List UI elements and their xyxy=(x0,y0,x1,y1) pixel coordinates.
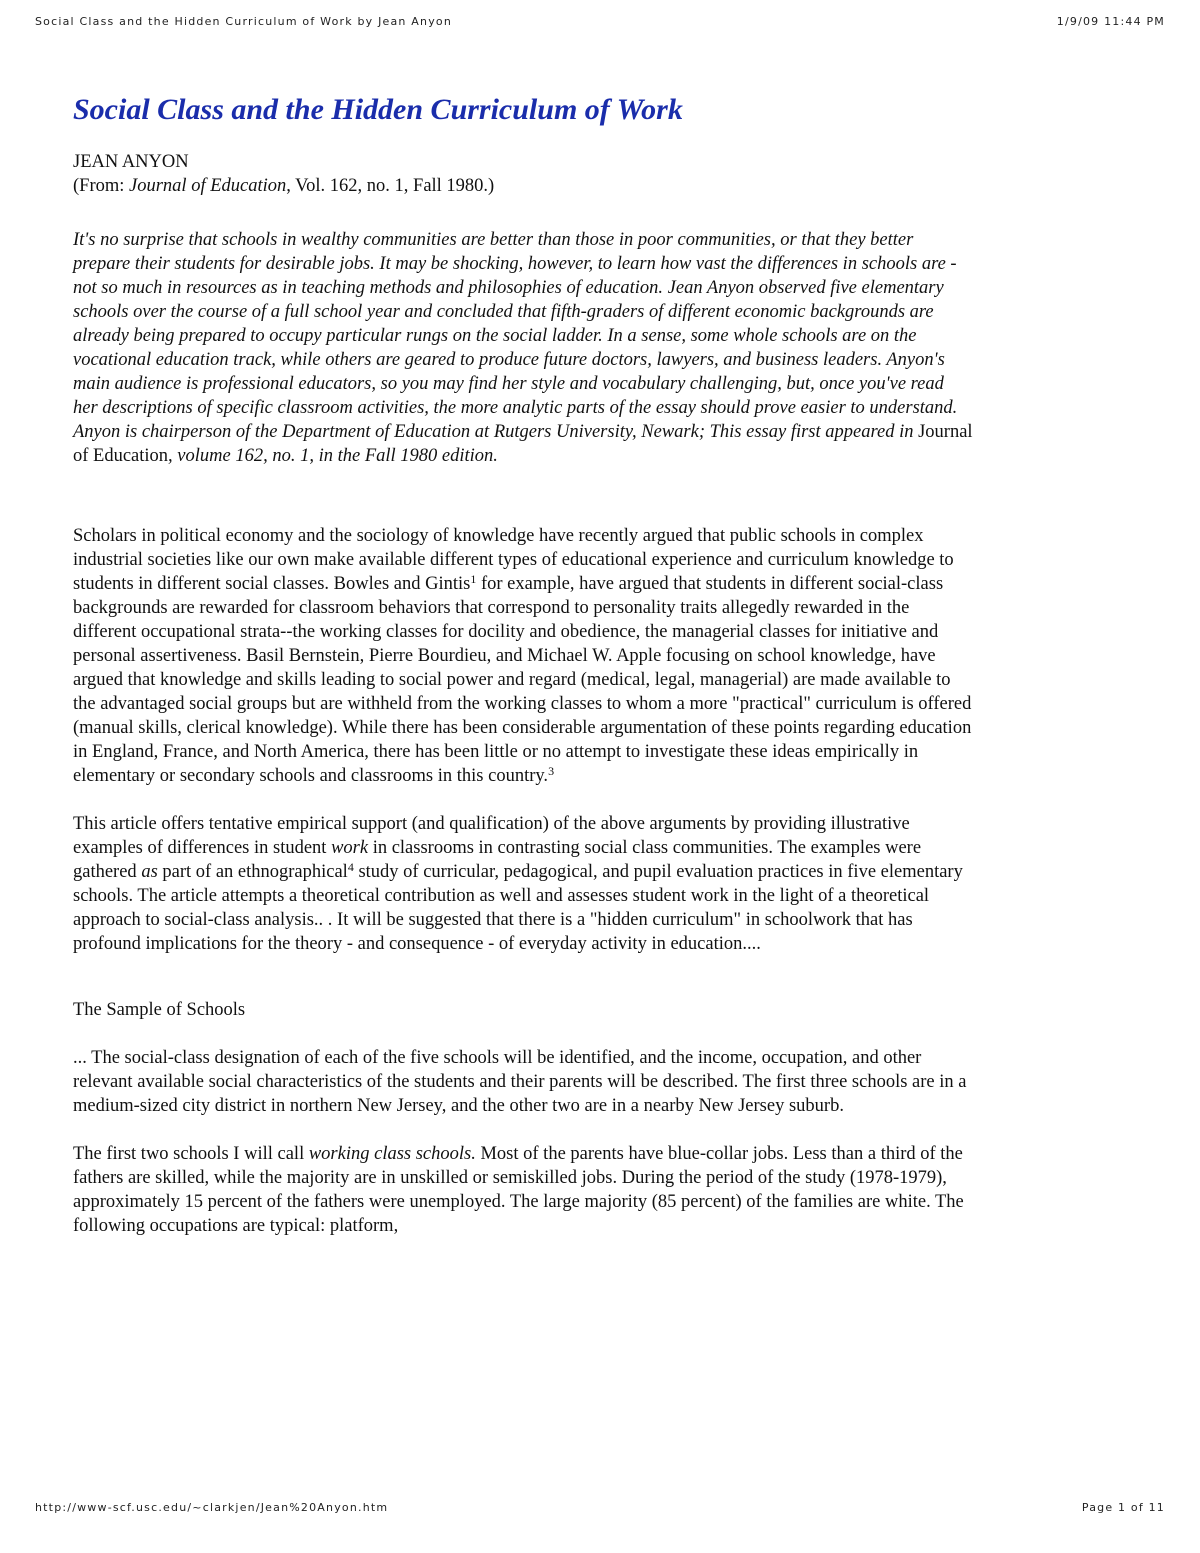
para1-text-b: for example, have argued that students in different social-class backgrounds are rewarded for classroom behaviors that correspond to personality traits allegedly rewarded in the different occupational strata--the working classes for docility and obedience, the managerial classes for initiative and personal assertiveness. Basil Bernstein, Pierre Bourdieu, and Michael W. Apple focusing on school knowledge, have argued that knowledge and skills leading to social power and regard (medical, legal, managerial) are made available to the advantaged social groups but are withheld from the working classes to whom a more "practical" curriculum is offered (manual skills, clerical knowledge). While there has been considerable argumentation of these points regarding education in England, France, and North America, there has been little or no attempt to investigate these ideas empirically in elementary or secondary schools and classrooms in this country. xyxy=(73,574,972,786)
print-header-datetime: 1/9/09 11:44 PM xyxy=(1056,15,1165,28)
section-heading: The Sample of Schools xyxy=(73,1000,246,1020)
para4-emphasis: working class schools. xyxy=(308,1144,476,1164)
para2-text-c: part of an ethnographical xyxy=(157,862,348,882)
source-journal: Journal of Education xyxy=(129,176,287,196)
intro-text: It's no surprise that schools in wealthy communities are better than those in poor communities, or that they better prepare their students for desirable jobs. It may be shocking, however, to learn how vast the differences in schools are - not so much in resources as in teaching methods and philosophies of education. Jean Anyon observed five elementary schools over the course of a full school year and concluded that fifth-graders of different economic backgrounds are already being prepared to occupy particular rungs on the social ladder. In a sense, some whole schools are on the vocational education track, while others are geared to produce future doctors, lawyers, and business leaders. Anyon's main audience is professional educators, so you may find her style and vocabulary challenging, but, once you've read her descriptions of specific classroom activities, the more analytic parts of the essay should prove easier to understand. Anyon is chairperson of the Department of Education at Rutgers University, Newark; This essay first appeared in xyxy=(73,230,958,442)
para2-text-b: in classrooms in contrasting social class communities. The examples were gathered xyxy=(73,838,922,882)
para2-text-a: This article offers tentative empirical support (and qualification) of the above arguments by providing illustrative examples of differences in student xyxy=(73,814,910,858)
article-title: Social Class and the Hidden Curriculum of Work xyxy=(73,93,683,126)
body-paragraph-4 xyxy=(73,1142,973,1238)
print-footer-page-number: Page 1 of 11 xyxy=(1081,1501,1165,1514)
body-paragraph-2 xyxy=(73,812,973,956)
article xyxy=(73,90,973,1238)
intro-tail: , volume 162, no. 1, in the Fall 1980 edition. xyxy=(168,446,498,466)
body-paragraph-1 xyxy=(73,524,973,788)
footnote-ref-4: 4 xyxy=(347,860,354,874)
print-header-title: Social Class and the Hidden Curriculum of Work by Jean Anyon xyxy=(35,15,453,28)
para2-emphasis-as: as xyxy=(141,862,158,882)
print-footer xyxy=(35,1501,1165,1514)
para4-text-b: Most of the parents have blue-collar jobs. Less than a third of the fathers are skilled, while the majority are in unskilled or semiskilled jobs. During the period of the study (1978-1979), approximately 15 percent of the fathers were unemployed. The large majority (85 percent) of the families are white. The following occupations are typical: platform, xyxy=(73,1144,964,1236)
source-prefix: (From: xyxy=(73,176,130,196)
article-source xyxy=(73,174,973,198)
article-introduction xyxy=(73,228,973,468)
footnote-ref-1: 1 xyxy=(470,572,477,586)
print-header xyxy=(35,15,1165,28)
intro-journal: Journal of Education xyxy=(73,422,973,466)
source-suffix: , Vol. 162, no. 1, Fall 1980.) xyxy=(286,176,495,196)
para1-text-a: Scholars in political economy and the sociology of knowledge have recently argued that public schools in complex industrial societies like our own make available different types of educational experience and curriculum knowledge to students in different social classes. Bowles and Gintis xyxy=(73,526,954,594)
footnote-ref-3: 3 xyxy=(548,764,555,778)
para2-emphasis-work: work xyxy=(331,838,369,858)
body-paragraph-3: ... The social-class designation of each of the five schools will be identified, and the income, occupation, and other relevant available social characteristics of the students and their parents will be described. The first three schools are in a medium-sized city district in northern New Jersey, and the other two are in a nearby New Jersey suburb. xyxy=(73,1048,967,1116)
print-footer-url: http://www-scf.usc.edu/~clarkjen/Jean%20Anyon.htm xyxy=(35,1501,389,1514)
article-author: JEAN ANYON xyxy=(73,152,189,172)
para2-text-d: study of curricular, pedagogical, and pupil evaluation practices in five elementary schools. The article attempts a theoretical contribution as well and assesses student work in the light of a theoretical approach to social-class analysis.. . It will be suggested that there is a "hidden curriculum" in schoolwork that has profound implications for the theory - and consequence - of everyday activity in education.... xyxy=(73,862,963,954)
para4-text-a: The first two schools I will call xyxy=(73,1144,309,1164)
